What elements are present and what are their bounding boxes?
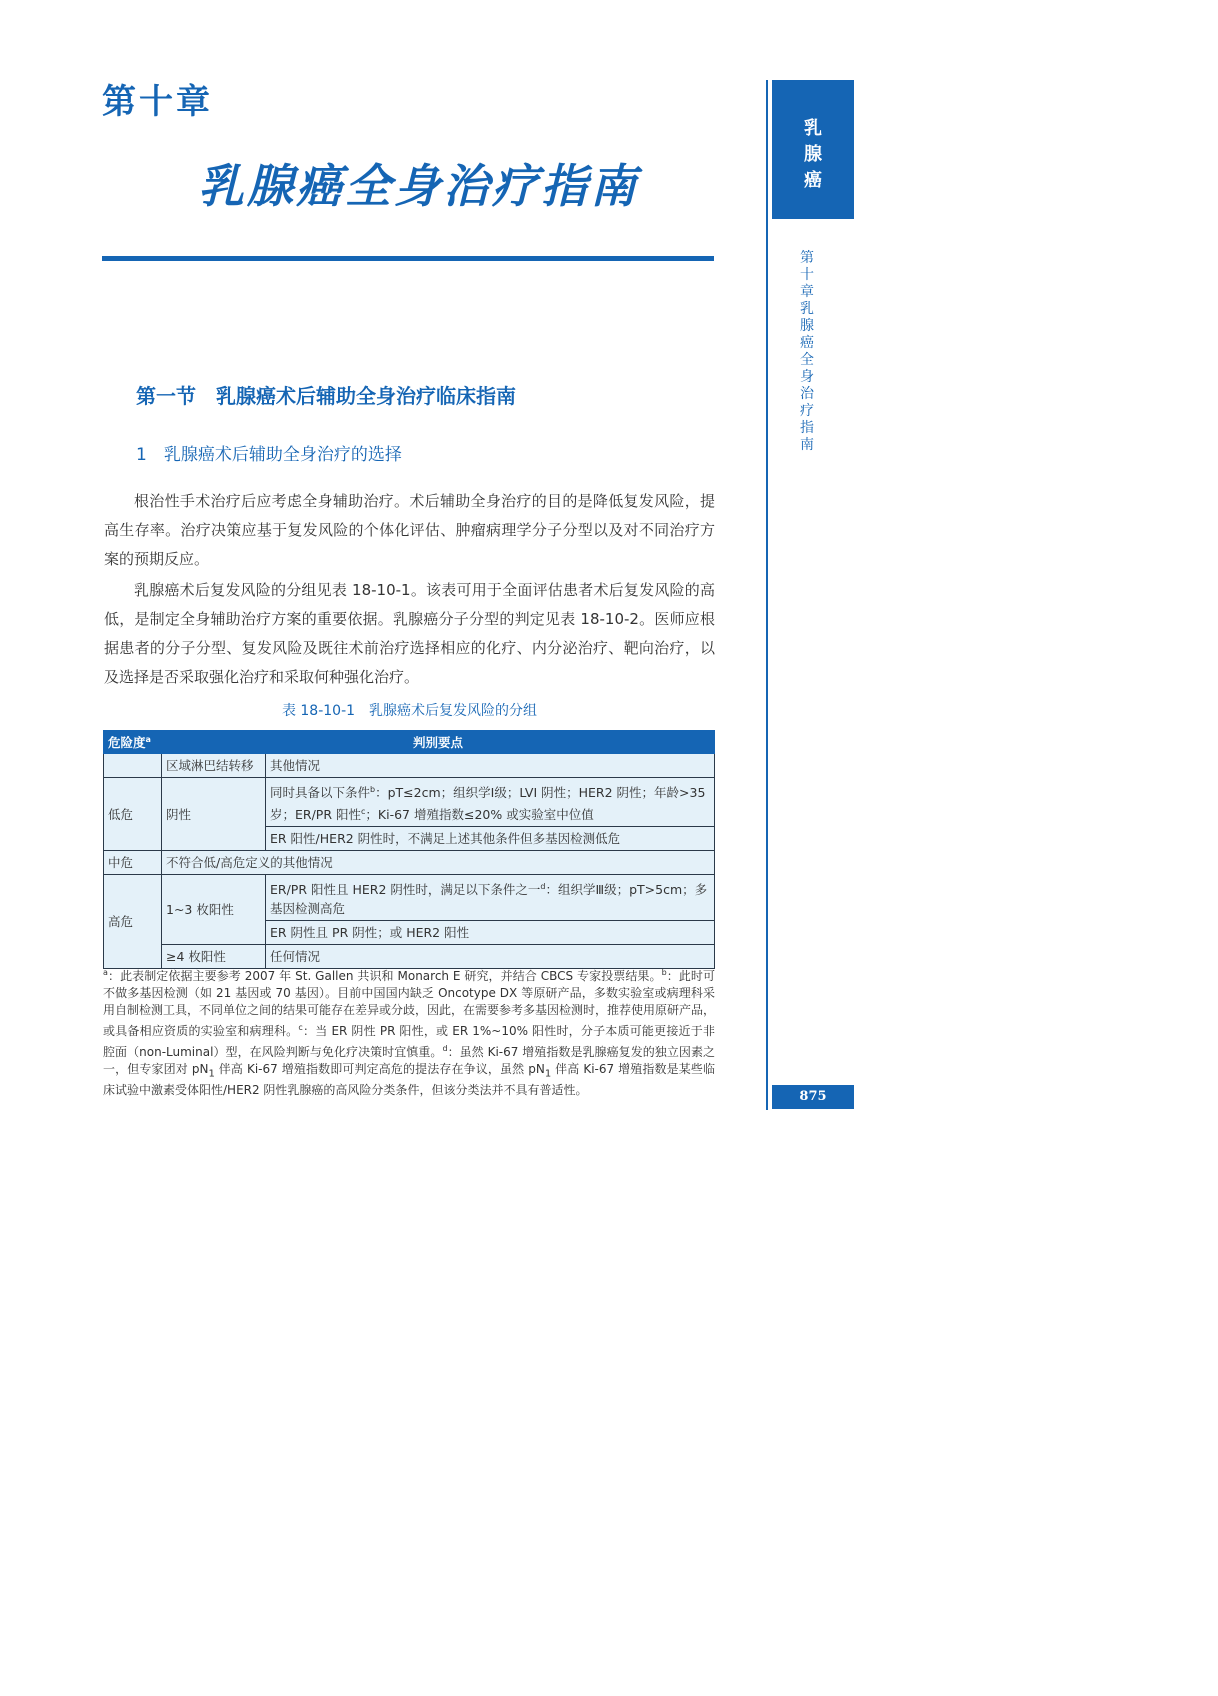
low-node-status: 阴性 (162, 778, 266, 851)
risk-group-table (103, 730, 715, 969)
table-row (104, 778, 715, 827)
page-number: 875 (772, 1085, 854, 1109)
chapter-label: 第十章 (102, 82, 213, 122)
header-criteria: 判别要点 (162, 731, 715, 754)
chapter-title: 乳腺癌全身治疗指南 (198, 159, 639, 213)
subheader-other: 其他情况 (266, 754, 715, 778)
risk-high-label: 高危 (104, 875, 162, 969)
table-cell-empty (104, 754, 162, 778)
low-condition-1: 同时具备以下条件$^b$：pT≤2cm；组织学Ⅰ级；LVI 阴性；HER2 阴性；年龄>35 岁；ER/PR 阳性$^c$；Ki-67 增殖指数≤20% 或实验室中位值 (266, 778, 715, 827)
body-paragraph-2: 乳腺癌术后复发风险的分组见表 18-10-1。该表可用于全面评估患者术后复发风险的高低，是制定全身辅助治疗方案的重要依据。乳腺癌分子分型的判定见表 18-10-2。医师应根据患者的分子分型、复发风险及既往术前治疗选择相应的化疗、内分泌治疗、靶向治疗，以及选择是否采取强化治疗和采取何种强化治疗。 (104, 581, 715, 686)
body-paragraph-1: 根治性手术治疗后应考虑全身辅助治疗。术后辅助全身治疗的目的是降低复发风险，提高生存率。治疗决策应基于复发风险的个体化评估、肿瘤病理学分子分型以及对不同治疗方案的预期反应。 (104, 492, 715, 568)
high-condition-2: ER 阴性且 PR 阴性；或 HER2 阳性 (266, 921, 715, 945)
subsection-heading: 1 乳腺癌术后辅助全身治疗的选择 (136, 445, 402, 465)
title-divider (102, 256, 714, 261)
header-risk-level: 危险度$^a$ (104, 731, 162, 754)
sidebar-rule (766, 80, 768, 1110)
high-condition-1: ER/PR 阳性且 HER2 阴性时，满足以下条件之一$^d$：组织学Ⅲ级；pT>5cm；多基因检测高危 (266, 875, 715, 921)
table-caption: 表 18-10-1 乳腺癌术后复发风险的分组 (281, 703, 538, 719)
chapter-tab (772, 80, 854, 219)
table-row (104, 875, 715, 921)
high-node-status-2: ≥4 枚阳性 (162, 945, 266, 969)
chapter-tab-text: 乳腺癌 (804, 118, 822, 191)
table-row (104, 851, 715, 875)
subheader-lymph-node: 区域淋巴结转移 (162, 754, 266, 778)
table-footnotes: $^a$：此表制定依据主要参考 2007 年 St. Gallen 共识和 Monarch E 研究，并结合 CBCS 专家投票结果。$^b$：此时可不做多基因检测（如 21 基因或 70 基因）。目前中国国内缺乏 Oncotype DX 等原研产品，多数实验室或病理科采用自制检测工具，不同单位之间的结果可能存在差异或分歧，因此，在需要参考多基因检测时，推荐使用原研产品，或具备相应资质的实验室和病理科。$^c$：当 ER 阴性 PR 阳性，或 ER 1%~10% 阳性时，分子本质可能更接近于非腔面（non-Luminal）型，在风险判断与免化疗决策时宜慎重。$^d$：虽然 Ki-67 增殖指数是乳腺癌复发的独立因素之一，但专家团对 $pN_1$ 伴高 Ki-67 增殖指数即可判定高危的提法存在争议，虽然 $pN_1$ 伴高 Ki-67 增殖指数是某些临床试验中激素受体阳性/HER2 阴性乳腺癌的高风险分类条件，但该分类法并不具有普适性。 (103, 968, 716, 1098)
high-node-status-1: 1~3 枚阳性 (162, 875, 266, 945)
table-row (104, 754, 715, 778)
high-condition-3: 任何情况 (266, 945, 715, 969)
table-header-row (104, 731, 715, 754)
running-header-vertical: 第十章 乳腺癌全身治疗指南 (800, 250, 828, 453)
mid-condition: 不符合低/高危定义的其他情况 (162, 851, 715, 875)
risk-low-label: 低危 (104, 778, 162, 851)
low-condition-2: ER 阳性/HER2 阴性时，不满足上述其他条件但多基因检测低危 (266, 827, 715, 851)
risk-mid-label: 中危 (104, 851, 162, 875)
section-heading: 第一节 乳腺癌术后辅助全身治疗临床指南 (136, 384, 516, 408)
